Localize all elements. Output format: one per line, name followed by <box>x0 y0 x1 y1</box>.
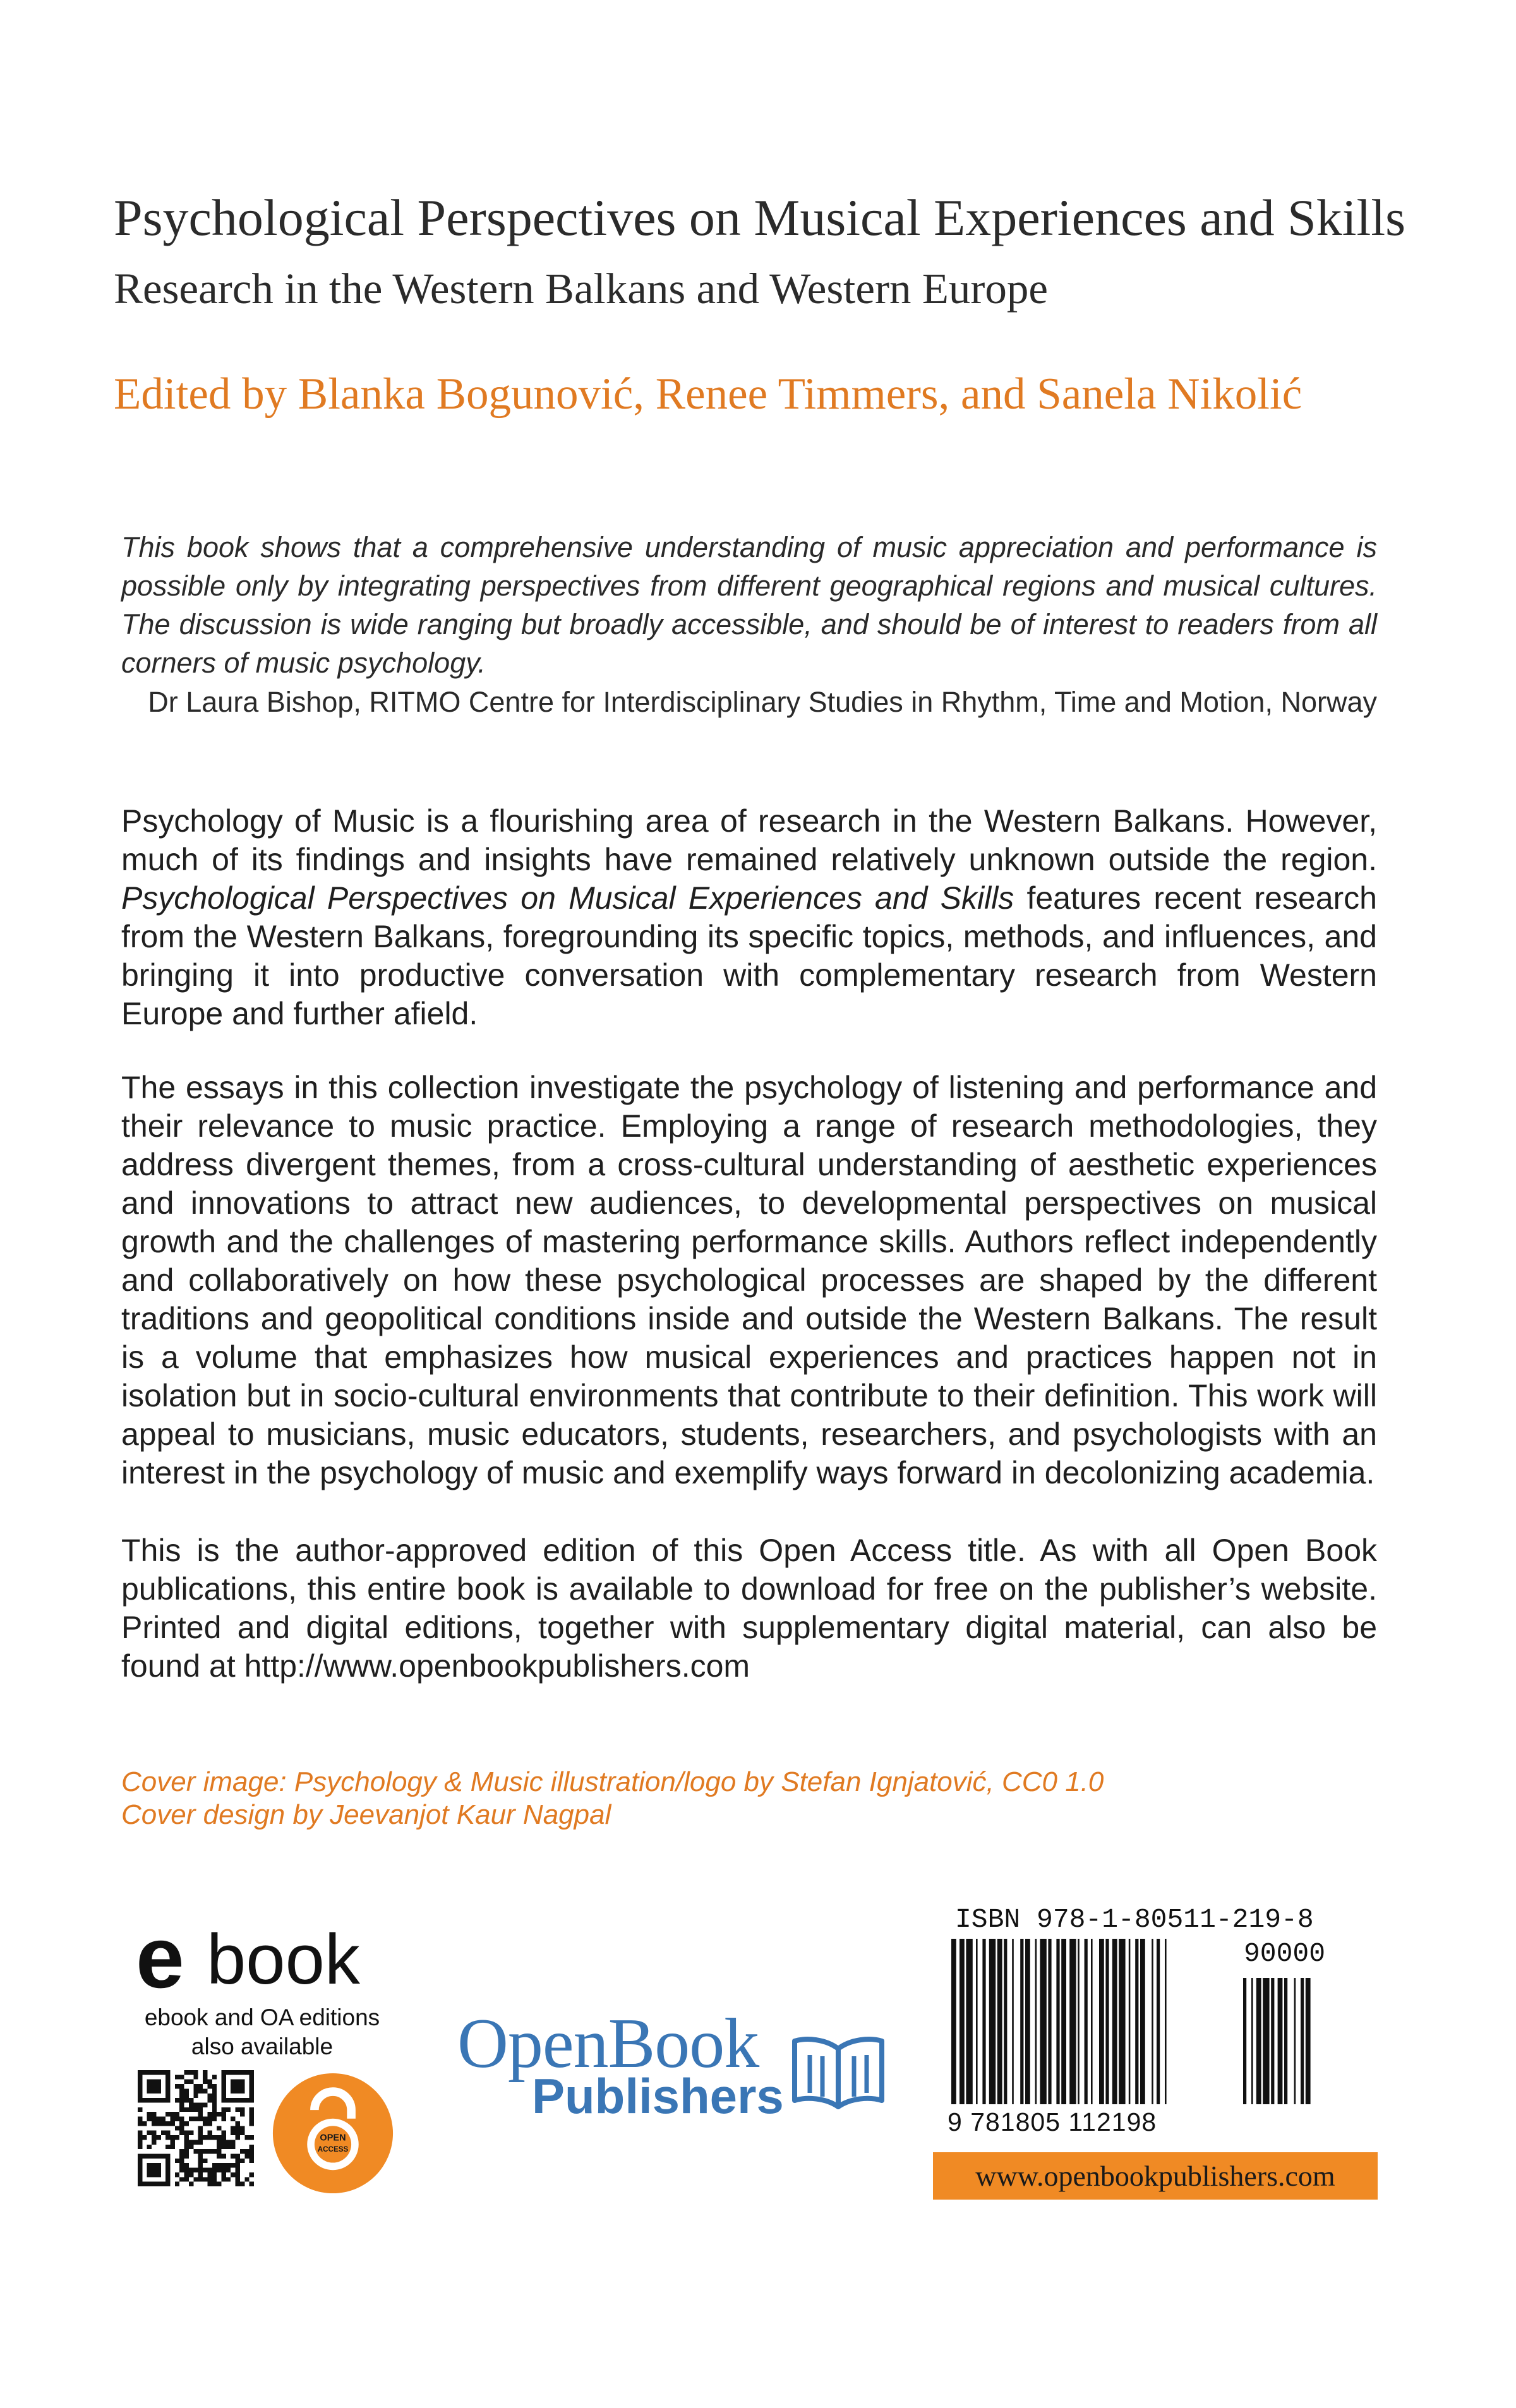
book-title: Psychological Perspectives on Musical Experiences and Skills <box>114 189 1406 246</box>
ebook-logo <box>136 1909 388 2006</box>
blurb-paragraph-3: This is the author-approved edition of this Open Access title. As with all Open Book publications, this entire book is available to download for free on the publisher’s website. Printed and digital editions, together with supplementary digital material, can also be found at http://www.openbookpublishers.com <box>121 1533 1377 1684</box>
blurb-paragraph-1 <box>121 802 1377 1033</box>
editors-line: Edited by Blanka Bogunović, Renee Timmers, and Sanela Nikolić <box>114 369 1302 419</box>
publisher-logo-line-1: OpenBook <box>457 2004 759 2083</box>
ebook-note-line-1: ebook and OA editions <box>144 2004 380 2030</box>
qr-code-icon[interactable] <box>138 2070 254 2186</box>
open-book-icon <box>791 2030 886 2112</box>
blurb-p1-before: Psychology of Music is a flourishing area of research in the Western Balkans. However, much of its findings and insights have remained relatively unknown outside the region. <box>121 803 1377 877</box>
blurb-paragraph-2: The essays in this collection investigate the psychology of listening and performance and their relevance to music practice. Employing a range of research methodologies, they address divergent themes, from a cross-cultural understanding of aesthetic experiences and innovations to attract new audiences, to developmental perspectives on musical growth and the challenges of mastering performance skills. Authors reflect independently and collaboratively on how these psychological processes are shaped by the different traditions and geopolitical conditions inside and outside the Western Balkans. The result is a volume that emphasizes how musical experiences and practices happen not in isolation but in socio-cultural environments that contribute to their definition. This work will appeal to musicians, music educators, students, researchers, and psychologists with an interest in the psychology of music and exemplify ways forward in decolonizing academia. <box>121 1070 1377 1490</box>
publisher-url-bar[interactable] <box>933 2152 1378 2200</box>
open-access-icon <box>272 2072 394 2195</box>
ebook-note <box>129 2003 395 2061</box>
cover-credits <box>121 1766 1377 1831</box>
blurb-p1-italic-title: Psychological Perspectives on Musical Experiences and Skills <box>121 880 1014 916</box>
barcode-price-code: 90000 <box>1241 1940 1364 1967</box>
publisher-url[interactable]: www.openbookpublishers.com <box>975 2160 1335 2192</box>
oa-badge-text-access: ACCESS <box>317 2145 349 2154</box>
ebook-note-line-2: also available <box>191 2034 334 2059</box>
ebook-logo-book: book <box>207 1920 360 1999</box>
endorsement-quote: This book shows that a comprehensive understanding of music appreciation and performance is possible only by integrating perspectives from different geographical regions and musical cultures. The discussion is wide ranging but broadly accessible, and should be of interest to readers from all corners of music psychology. <box>121 531 1377 679</box>
openbook-publishers-logo <box>457 2004 887 2128</box>
ebook-logo-e: e <box>136 1909 184 2006</box>
publisher-logo-line-2: Publishers <box>532 2068 784 2124</box>
isbn-label: ISBN 978-1-80511-219-8 <box>955 1904 1314 1935</box>
oa-badge-text-open: OPEN <box>320 2133 346 2143</box>
endorsement-attribution: Dr Laura Bishop, RITMO Centre for Interdisciplinary Studies in Rhythm, Time and Motion, Norway <box>148 686 1377 718</box>
book-subtitle: Research in the Western Balkans and Western Europe <box>114 265 1048 313</box>
cover-design-credit: Cover design by Jeevanjot Kaur Nagpal <box>121 1799 611 1830</box>
blurb-p1-after: features recent research from the Western Balkans, foregrounding its specific topics, methods, and influences, and bringing it into productive conversation with complementary research from Western Europe and further afield. <box>121 880 1377 1031</box>
cover-image-credit: Cover image: Psychology & Music illustration/logo by Stefan Ignjatović, CC0 1.0 <box>121 1766 1104 1797</box>
barcode-digits: 9 781805 112198 <box>948 2107 1157 2136</box>
